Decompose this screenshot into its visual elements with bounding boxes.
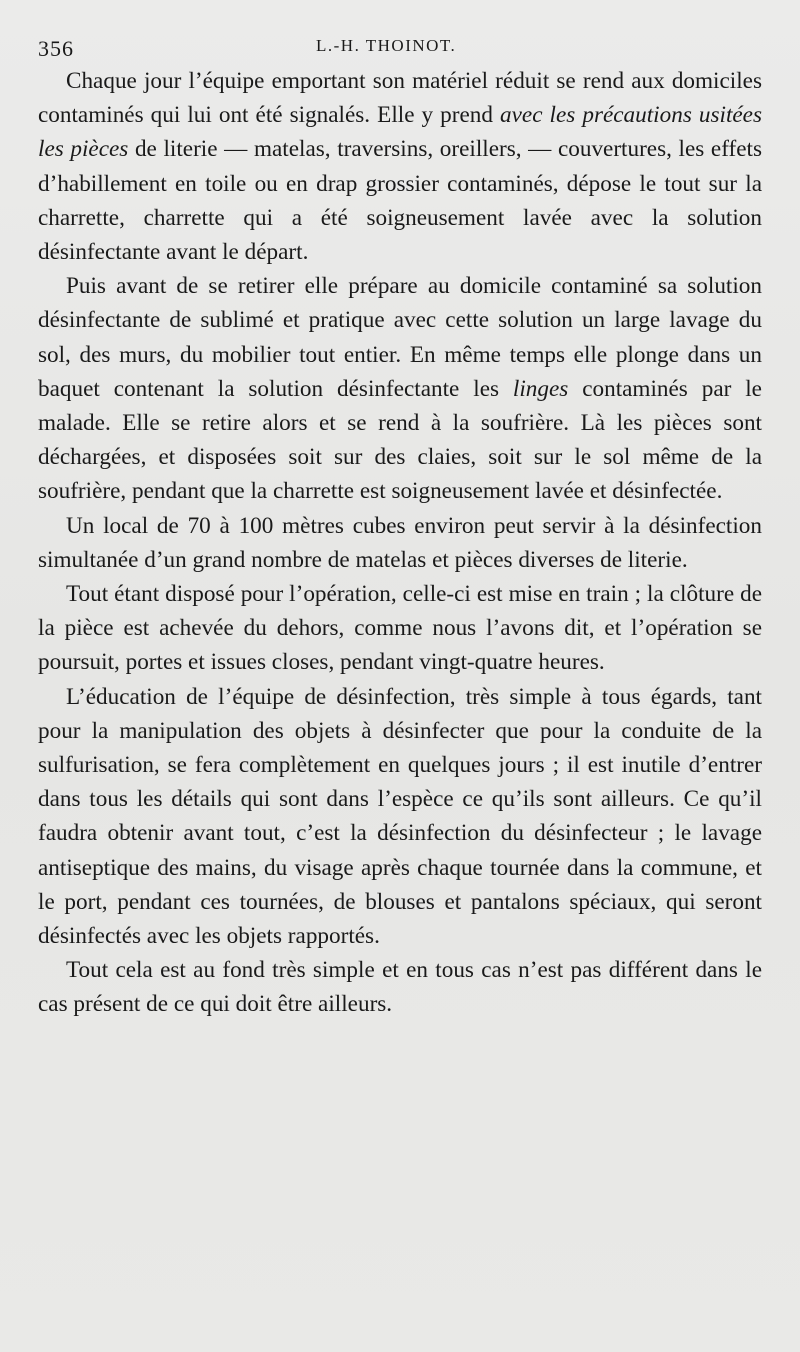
paragraph-2-italic: linges — [512, 375, 569, 402]
paragraph-4: Tout étant disposé pour l’opération, celle-ci est mise en train ; la clôture de la pièce est achevée du dehors, comme nous l’avons dit, et l’opération se poursuit, portes et issues closes, pendant vingt-quatre heures. — [38, 581, 762, 676]
paragraph-3: Un local de 70 à 100 mètres cubes environ peut servir à la désinfection simultanée d’un grand nombre de matelas et pièces diverses de literie. — [38, 512, 762, 573]
page-header — [38, 30, 762, 64]
paragraph-6: Tout cela est au fond très simple et en tous cas n’est pas différent dans le cas présent de ce qui doit être ailleurs. — [38, 957, 762, 1018]
paragraph-1-text-a: Chaque jour l’équipe emportant son matériel réduit se rend aux domiciles contaminés qui lui ont été signalés. Elle y prend — [38, 68, 762, 129]
paragraph-1-text-b: de literie — matelas, traversins, oreillers, — couvertures, les effets d’habillement en toile ou en drap grossier contaminés, dépose le tout sur la charrette, charrette qui a été soigneusement lavée avec la solution désinfectante avant le départ. — [38, 136, 762, 266]
paragraph-2-text-b: contaminés par le malade. Elle se retire alors et se rend à la soufrière. Là les pièces sont déchargées, et disposées soit sur des claies, soit sur le sol même de la soufrière, pendant que la charrette est soigneusement lavée et désinfectée. — [38, 375, 762, 505]
paragraph-2 — [38, 269, 762, 508]
paragraph-1-italic: avec les précautions usitées les pièces — [38, 102, 762, 163]
body-text — [38, 64, 762, 1022]
page-number: 356 — [38, 36, 74, 61]
paragraph-5: L’éducation de l’équipe de désinfection, très simple à tous égards, tant pour la manipulation des objets à désinfecter que pour la conduite de la sulfurisation, se fera complètement en quelques jours ; il est inutile d’entrer dans tous les détails qui sont dans l’espèce ce qu’ils sont ailleurs. Ce qu’il faudra obtenir avant tout, c’est la désinfection du désinfecteur ; le lavage antiseptique des mains, du visage après chaque tournée dans la commune, et le port, pendant ces tournées, de blouses et pantalons spéciaux, qui seront désinfectés avec les objets rapportés. — [38, 683, 762, 950]
paragraph-2-text-a: Puis avant de se retirer elle prépare au domicile contaminé sa solution désinfectante de sublimé et pratique avec cette solution un large lavage du sol, des murs, du mobilier tout entier. En même temps elle plonge dans un baquet contenant la solution désinfectante les — [38, 273, 762, 402]
paragraph-1 — [38, 64, 762, 269]
running-head: L.-H. THOINOT. — [316, 36, 457, 55]
